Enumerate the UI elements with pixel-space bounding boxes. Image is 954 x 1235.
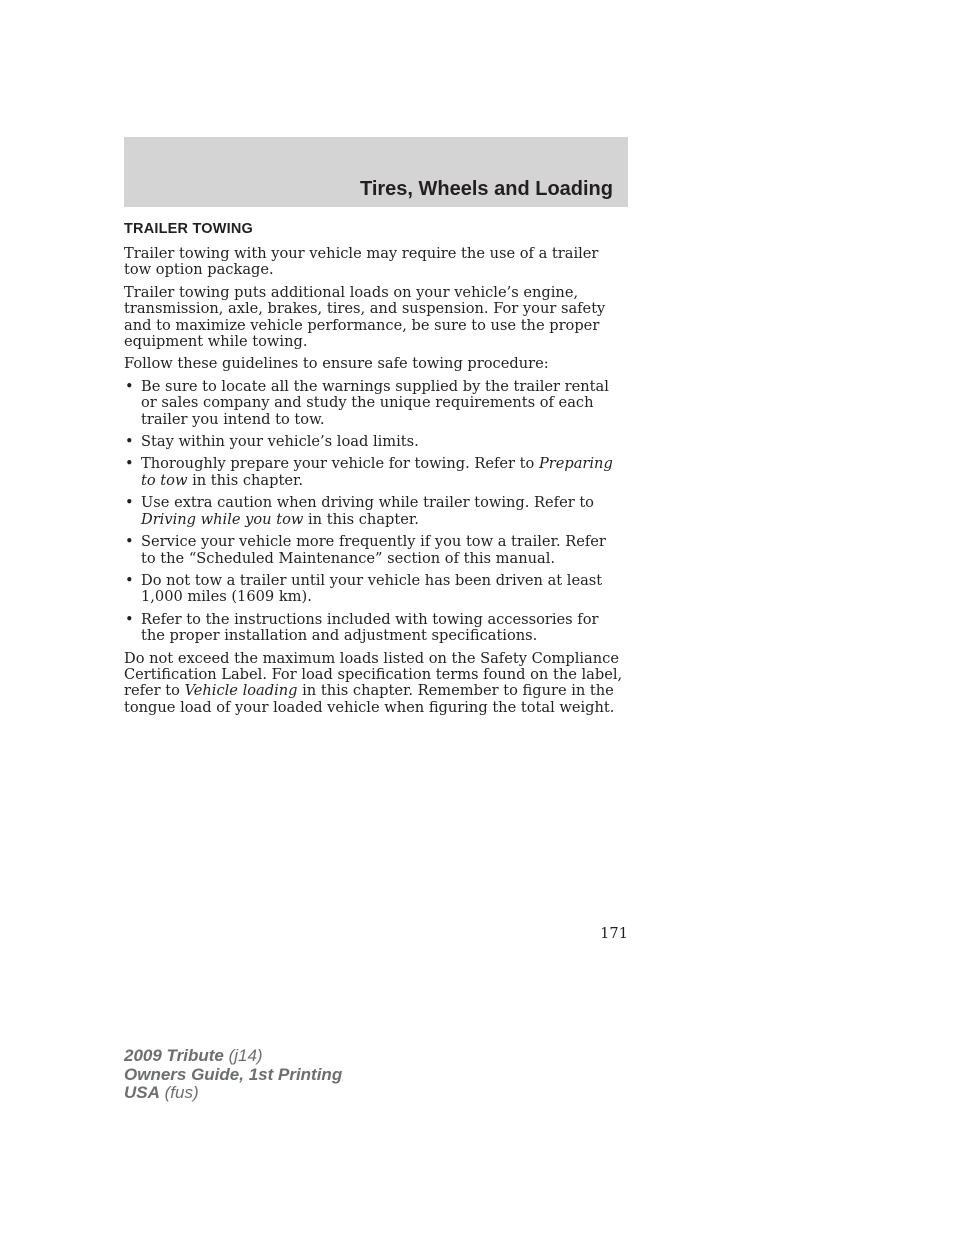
footer-line-model xyxy=(124,1047,342,1066)
closing-text: in this chapter. Remember to figure in the tongue load of your loaded vehicle when figuring the total weight. xyxy=(124,682,615,716)
list-item-text: Do not tow a trailer until your vehicle has been driven at least 1,000 miles (1609 km). xyxy=(141,571,603,606)
footer-market: USA xyxy=(124,1083,160,1102)
closing-paragraph xyxy=(124,651,624,717)
list-item xyxy=(124,534,624,567)
footer-model-name: 2009 Tribute xyxy=(124,1046,224,1065)
bullet-icon: • xyxy=(125,494,134,512)
footer-market-code: (fus) xyxy=(159,1083,199,1102)
cross-reference-driving-while-you-tow: Driving while you tow xyxy=(141,510,304,528)
list-item xyxy=(124,434,624,450)
cross-reference-vehicle-loading: Vehicle loading xyxy=(184,682,298,700)
guidelines-list xyxy=(124,379,624,645)
intro-paragraph-1: Trailer towing with your vehicle may require the use of a trailer tow option package. xyxy=(124,245,599,279)
chapter-header-band xyxy=(124,137,628,207)
list-item xyxy=(124,456,624,489)
list-item-text: in this chapter. xyxy=(187,471,303,489)
list-item xyxy=(124,612,624,645)
bullet-icon: • xyxy=(125,571,134,589)
list-item-text: Refer to the instructions included with towing accessories for the proper installation and adjustment specifications. xyxy=(141,610,599,645)
chapter-title: Tires, Wheels and Loading xyxy=(359,178,613,200)
list-item-text: Be sure to locate all the warnings supplied by the trailer rental or sales company and study the unique requirements of each trailer you intend to tow. xyxy=(141,377,609,428)
bullet-icon: • xyxy=(125,610,134,628)
footer-line-market xyxy=(124,1084,342,1103)
list-item xyxy=(124,495,624,528)
list-item-text: in this chapter. xyxy=(303,510,419,528)
list-item-text: Thoroughly prepare your vehicle for towing. Refer to xyxy=(141,455,539,473)
intro-paragraph-2: Trailer towing puts additional loads on your vehicle’s engine, transmission, axle, brakes, tires, and suspension. For your safety and to maximize vehicle performance, be sure to use the proper equipment while towing. xyxy=(124,283,606,351)
bullet-icon: • xyxy=(125,377,134,395)
list-item xyxy=(124,573,624,606)
document-footer xyxy=(124,1047,342,1103)
list-item xyxy=(124,379,624,428)
closing-text: Do not exceed the maximum loads listed on the Safety Compliance Certification Label. For load specification terms found on the label, refer to xyxy=(124,649,623,700)
footer-edition: Owners Guide, 1st Printing xyxy=(124,1064,343,1084)
list-item-text: Use extra caution when driving while trailer towing. Refer to xyxy=(141,494,594,512)
page-content xyxy=(124,219,624,722)
cross-reference-preparing-to-tow: Preparing to tow xyxy=(141,455,613,489)
list-item-text: Stay within your vehicle’s load limits. xyxy=(141,433,419,451)
bullet-icon: • xyxy=(125,433,134,451)
section-heading: TRAILER TOWING xyxy=(124,221,253,237)
footer-model-code: (j14) xyxy=(223,1046,263,1065)
footer-line-edition xyxy=(124,1066,342,1085)
intro-paragraph-3: Follow these guidelines to ensure safe towing procedure: xyxy=(124,355,549,373)
bullet-icon: • xyxy=(125,455,134,473)
bullet-icon: • xyxy=(125,533,134,551)
list-item-text: Service your vehicle more frequently if you tow a trailer. Refer to the “Scheduled Maintenance” section of this manual. xyxy=(141,533,606,567)
page-number: 171 xyxy=(600,925,628,942)
